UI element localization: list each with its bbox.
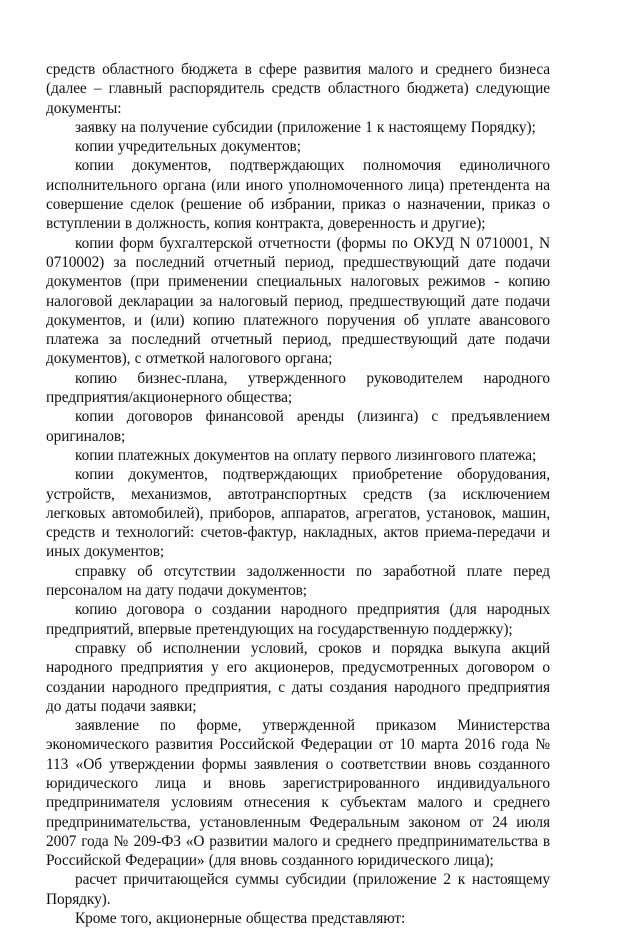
- list-item-subsidy-calculation: расчет причитающейся суммы субсидии (приложение 2 к настоящему Порядку).: [46, 871, 550, 908]
- list-item-founding-documents: копии учредительных документов;: [75, 138, 301, 156]
- list-item-declaration: заявление по форме, утвержденной приказом Министерства экономического развития Российской Федерации от 10 марта 2016 года № 113 «Об утверждении формы заявления о соответствии вновь созданного юридического лица и вновь зарегистрированного индивидуального предпринимателя условиям отнесения к субъектам малого и среднего предпринимательства, установленным Федеральным законом от 24 июля 2007 года № 209-ФЗ «О развитии малого и среднего предпринимательства в Российской Федерации» (для вновь созданного юридического лица);: [46, 717, 550, 870]
- paragraph-joint-stock: Кроме того, акционерные общества представляют:: [75, 910, 406, 928]
- list-item-equipment-documents: копии документов, подтверждающих приобретение оборудования, устройств, механизмов, автотранспортных средств (за исключением легковых автомобилей), приборов, аппаратов, агрегатов, установок, машин, средств и технологий: счетов-фактур, накладных, актов приема-передачи и иных документов;: [46, 466, 550, 561]
- list-item-leasing-contracts: копии договоров финансовой аренды (лизинга) с предъявлением оригиналов;: [46, 408, 550, 445]
- document-body: [46, 60, 550, 928]
- list-item-enterprise-agreement: копию договора о создании народного предприятия (для народных предприятий, впервые претендующих на государственную поддержку);: [46, 601, 550, 638]
- list-item-salary-certificate: справку об отсутствии задолженности по заработной плате перед персоналом на дату подачи документов;: [46, 562, 550, 600]
- list-item-business-plan: копию бизнес-плана, утвержденного руководителем народного предприятия/акционерного общества;: [46, 369, 550, 407]
- list-item-share-buyback-certificate: справку об исполнении условий, сроков и порядка выкупа акций народного предприятия у его акционеров, предусмотренных договором о создании народного предприятия, с даты создания народного предприятия до даты подачи заявки;: [46, 639, 550, 715]
- list-item-payment-documents: копии платежных документов на оплату первого лизингового платежа;: [75, 446, 537, 464]
- paragraph-intro: средств областного бюджета в сфере развития малого и среднего бизнеса (далее – главный распорядитель средств областного бюджета) следующие документы:: [46, 61, 550, 117]
- list-item-accounting-reports: копии форм бухгалтерской отчетности (формы по ОКУД N 0710001, N 0710002) за последний отчетный период, предшествующий дате подачи документов (при применении специальных налоговых режимов - копию налоговой декларации за налоговый период, предшествующий дате подачи документов, и (или) копию платежного поручения об уплате авансового платежа за последний отчетный период, предшествующий дате подачи документов), с отметкой налогового органа;: [46, 234, 550, 368]
- list-item-application: заявку на получение субсидии (приложение 1 к настоящему Порядку);: [75, 118, 536, 136]
- list-item-authority-documents: копии документов, подтверждающих полномочия единоличного исполнительного органа (или иного уполномоченного лица) претендента на совершение сделок (решение об избрании, приказ о назначении, приказ о вступлении в должность, копия контракта, доверенность и другие);: [46, 157, 550, 233]
